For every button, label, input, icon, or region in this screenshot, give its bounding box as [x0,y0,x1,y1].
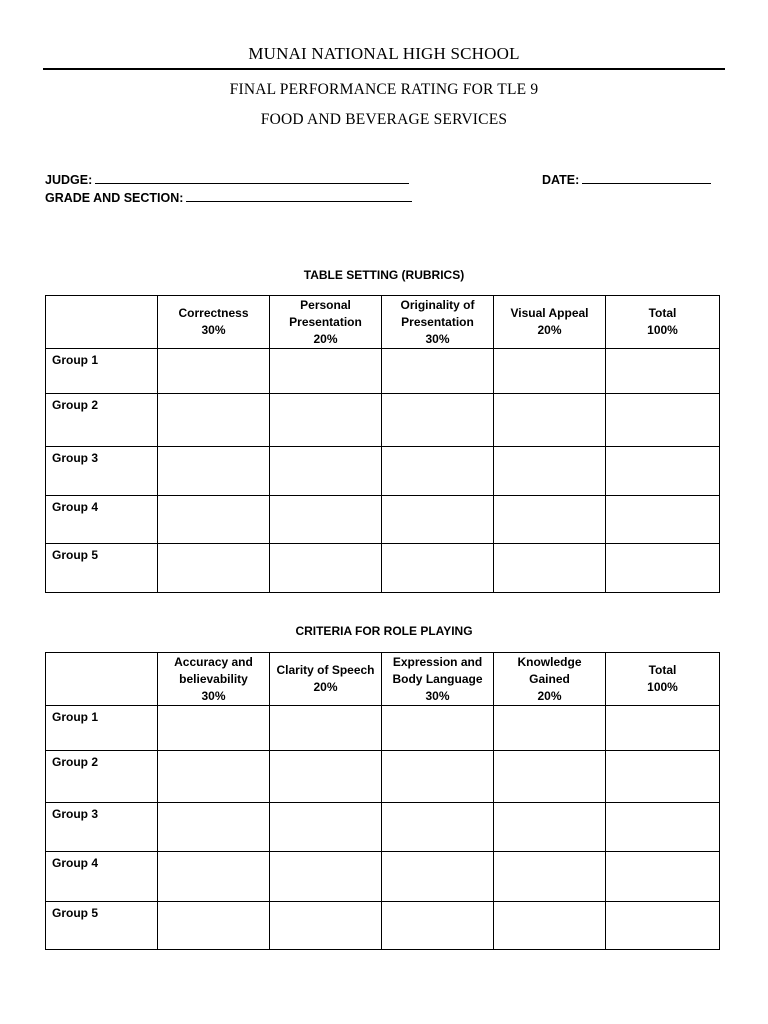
column-header [494,296,606,349]
score-cell[interactable] [494,544,606,593]
column-header-line: Correctness [178,306,249,320]
header-divider [43,68,725,70]
score-cell[interactable] [158,852,270,902]
score-cell[interactable] [606,394,720,447]
score-cell[interactable] [494,706,606,751]
column-header [606,296,720,349]
score-cell[interactable] [270,706,382,751]
score-cell[interactable] [158,544,270,593]
score-cell[interactable] [382,902,494,950]
column-header-line: Accuracy and [174,654,253,669]
score-cell[interactable] [382,803,494,852]
score-cell[interactable] [606,706,720,751]
score-cell[interactable] [606,803,720,852]
score-cell[interactable] [158,803,270,852]
column-header [382,296,494,349]
column-header [158,653,270,706]
column-header-line: Presentation [289,314,362,329]
column-header [270,296,382,349]
column-header-line: 30% [201,688,226,703]
column-header-line: Body Language [392,671,483,686]
column-header-line: 30% [425,688,450,703]
score-cell[interactable] [494,349,606,394]
table-row [46,496,720,544]
table-row [46,349,720,394]
score-cell[interactable] [270,544,382,593]
score-cell[interactable] [382,751,494,803]
document-title: FINAL PERFORMANCE RATING FOR TLE 9 [229,81,539,98]
table-row [46,803,720,852]
score-cell[interactable] [382,394,494,447]
column-header [158,296,270,349]
score-cell[interactable] [158,496,270,544]
column-header-line: Knowledge [517,654,582,669]
score-cell[interactable] [270,349,382,394]
grade-section-blank-line[interactable] [186,190,412,202]
table-row [46,852,720,902]
role-playing-criteria-table [45,652,720,950]
score-cell[interactable] [606,447,720,496]
score-cell[interactable] [158,706,270,751]
table-row [46,706,720,751]
score-cell[interactable] [158,751,270,803]
column-header-line: Presentation [401,314,474,329]
table-setting-caption: TABLE SETTING (RUBRICS) [303,268,465,282]
role-playing-caption: CRITERIA FOR ROLE PLAYING [295,624,473,638]
column-header-line: 20% [313,680,338,694]
column-header-line: Personal [300,297,351,312]
score-cell[interactable] [606,544,720,593]
grade-section-field [45,190,412,205]
table-row [46,544,720,593]
column-header-line: Gained [529,671,570,686]
column-header [382,653,494,706]
score-cell[interactable] [382,852,494,902]
table-setting-rubric-table [45,295,720,593]
date-label: DATE: [542,173,580,187]
row-label: Group 3 [46,803,158,852]
column-header-line: 20% [537,323,562,337]
column-header [494,653,606,706]
table-row [46,902,720,950]
score-cell[interactable] [158,447,270,496]
table-header-row [46,653,720,706]
column-header-line: 100% [647,680,678,694]
score-cell[interactable] [606,349,720,394]
corner-cell [46,653,158,706]
score-cell[interactable] [382,544,494,593]
row-label: Group 4 [46,496,158,544]
table-header-row [46,296,720,349]
column-header-line: Visual Appeal [510,306,589,320]
column-header-line: 20% [537,688,562,703]
score-cell[interactable] [382,349,494,394]
score-cell[interactable] [606,852,720,902]
score-cell[interactable] [606,496,720,544]
judge-field [45,172,409,187]
score-cell[interactable] [270,852,382,902]
column-header-line: 30% [201,323,226,337]
judge-label: JUDGE: [45,173,93,187]
score-cell[interactable] [382,706,494,751]
score-cell[interactable] [494,803,606,852]
score-cell[interactable] [270,496,382,544]
row-label: Group 5 [46,902,158,950]
column-header-line: Originality of [400,297,475,312]
column-header-line: Expression and [392,654,483,669]
score-cell[interactable] [494,902,606,950]
row-label: Group 2 [46,394,158,447]
score-cell[interactable] [494,394,606,447]
score-cell[interactable] [158,394,270,447]
score-cell[interactable] [270,751,382,803]
row-label: Group 4 [46,852,158,902]
column-header [270,653,382,706]
score-cell[interactable] [270,394,382,447]
score-cell[interactable] [494,447,606,496]
date-field [542,172,711,187]
score-cell[interactable] [494,751,606,803]
column-header-line: 20% [313,331,338,346]
column-header-line: Total [648,663,677,677]
score-cell[interactable] [606,751,720,803]
date-blank-line[interactable] [582,172,711,184]
score-cell[interactable] [494,852,606,902]
row-label: Group 1 [46,349,158,394]
score-cell[interactable] [270,447,382,496]
score-cell[interactable] [382,496,494,544]
school-name: MUNAI NATIONAL HIGH SCHOOL [248,44,520,63]
grade-section-label: GRADE AND SECTION: [45,191,184,205]
column-header-line: believability [179,671,248,686]
column-header-line: Total [648,306,677,320]
table-row [46,394,720,447]
row-label: Group 5 [46,544,158,593]
score-cell[interactable] [158,349,270,394]
document-subtitle: FOOD AND BEVERAGE SERVICES [260,111,508,128]
column-header [606,653,720,706]
column-header-line: Clarity of Speech [276,663,375,677]
table-row [46,447,720,496]
score-cell[interactable] [270,803,382,852]
score-cell[interactable] [270,902,382,950]
corner-cell [46,296,158,349]
score-cell[interactable] [606,902,720,950]
table-row [46,751,720,803]
column-header-line: 30% [425,331,450,346]
judge-blank-line[interactable] [95,172,409,184]
column-header-line: 100% [647,323,678,337]
score-cell[interactable] [494,496,606,544]
score-cell[interactable] [158,902,270,950]
row-label: Group 3 [46,447,158,496]
row-label: Group 2 [46,751,158,803]
score-cell[interactable] [382,447,494,496]
row-label: Group 1 [46,706,158,751]
